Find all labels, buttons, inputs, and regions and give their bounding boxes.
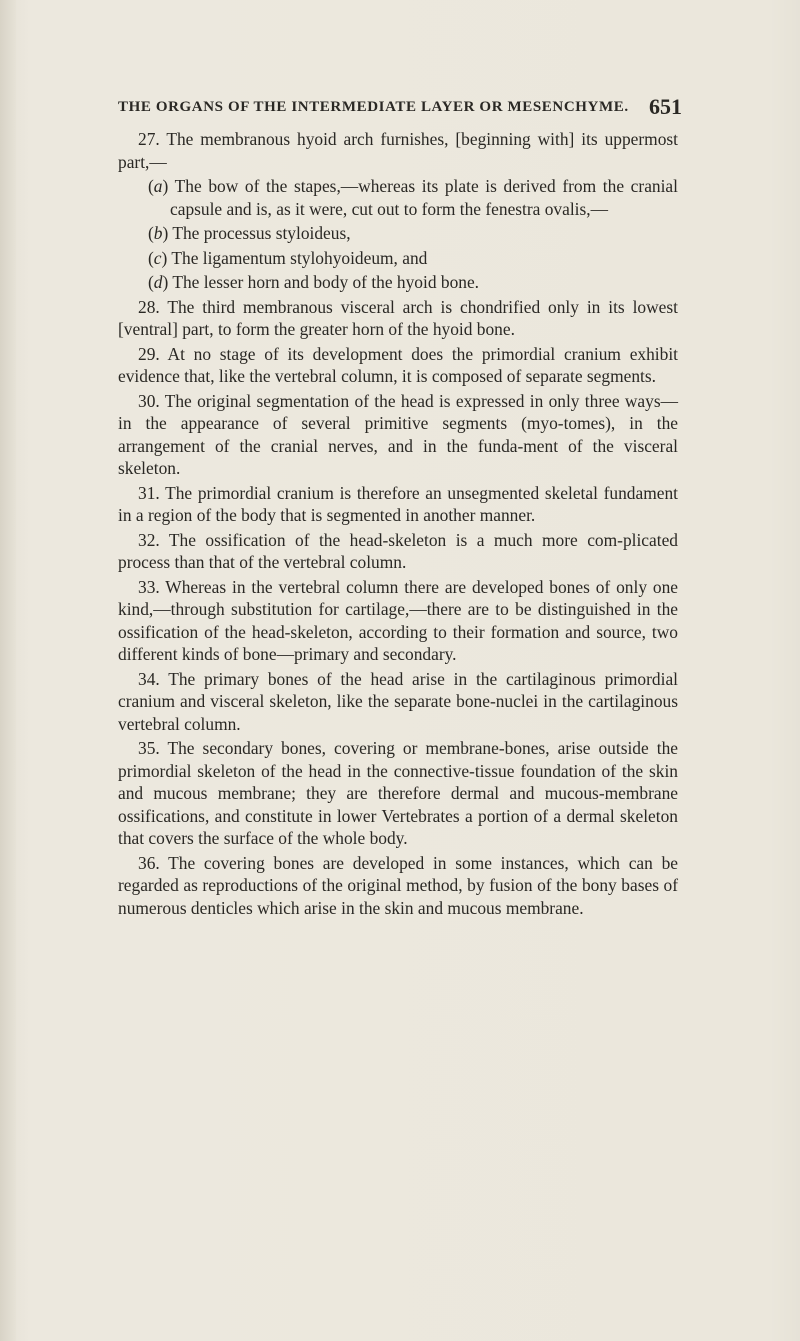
page-header bbox=[118, 94, 682, 120]
paragraph-33: 33. Whereas in the vertebral column there are developed bones of only one kind,—through substitution for cartilage,—there are to be distinguished in the ossification of the head-skeleton, according to their formation and source, two different kinds of bone—primary and secondary. bbox=[118, 576, 678, 664]
list-label: (c) bbox=[148, 247, 168, 268]
list-item-b: (b) The processus styloideus, bbox=[148, 223, 351, 243]
list-label: (d) bbox=[148, 272, 169, 292]
page-body bbox=[118, 128, 678, 921]
paragraph-30: 30. The original segmentation of the head is expressed in only three ways—in the appearance of several primitive segments (myo-tomes), in the arrangement of the cranial nerves, and in the funda-ment of the visceral skeleton. bbox=[118, 390, 678, 478]
list-label: (b) bbox=[148, 223, 169, 243]
running-head: THE ORGANS OF THE INTERMEDIATE LAYER OR MESENCHYME. bbox=[118, 99, 629, 115]
list-item-c: (c) The ligamentum stylohyoideum, and bbox=[148, 247, 428, 268]
paragraph-36: 36. The covering bones are developed in some instances, which can be regarded as reproductions of the original method, by fusion of the bony bases of numerous denticles which arise in the skin and mucous membrane. bbox=[118, 852, 678, 918]
list-item-d: (d) The lesser horn and body of the hyoid bone. bbox=[148, 272, 480, 292]
paragraph-35: 35. The secondary bones, covering or membrane-bones, arise outside the primordial skeleton of the head in the connective-tissue foundation of the skin and mucous membrane; they are therefore dermal and mucous-membrane ossifications, and constitute in lower Vertebrates a portion of a dermal skeleton that covers the surface of the whole body. bbox=[118, 738, 678, 848]
page-number: 651 bbox=[649, 94, 682, 119]
page-gutter-shadow bbox=[0, 0, 16, 1341]
paragraph-34: 34. The primary bones of the head arise in the cartilaginous primordial cranium and visceral skeleton, like the separate bone-nuclei in the cartilaginous vertebral column. bbox=[118, 668, 678, 734]
paragraph-28: 28. The third membranous visceral arch is chondrified only in its lowest [ventral] part, to form the greater horn of the hyoid bone. bbox=[118, 296, 678, 339]
paragraph-31: 31. The primordial cranium is therefore an unsegmented skeletal fundament in a region of the body that is segmented in another manner. bbox=[118, 482, 678, 525]
paragraph-32: 32. The ossification of the head-skeleton is a much more com-plicated process than that of the vertebral column. bbox=[118, 529, 678, 572]
paragraph-27: 27. The membranous hyoid arch furnishes, [beginning with] its uppermost part,— bbox=[118, 129, 678, 172]
list-label: (a) bbox=[148, 176, 169, 196]
paragraph-29: 29. At no stage of its development does the primordial cranium exhibit evidence that, like the vertebral column, it is composed of separate segments. bbox=[118, 343, 678, 386]
list-item-a: (a) The bow of the stapes,—whereas its plate is derived from the cranial capsule and is, as it were, cut out to form the fenestra ovalis,— bbox=[148, 176, 678, 219]
